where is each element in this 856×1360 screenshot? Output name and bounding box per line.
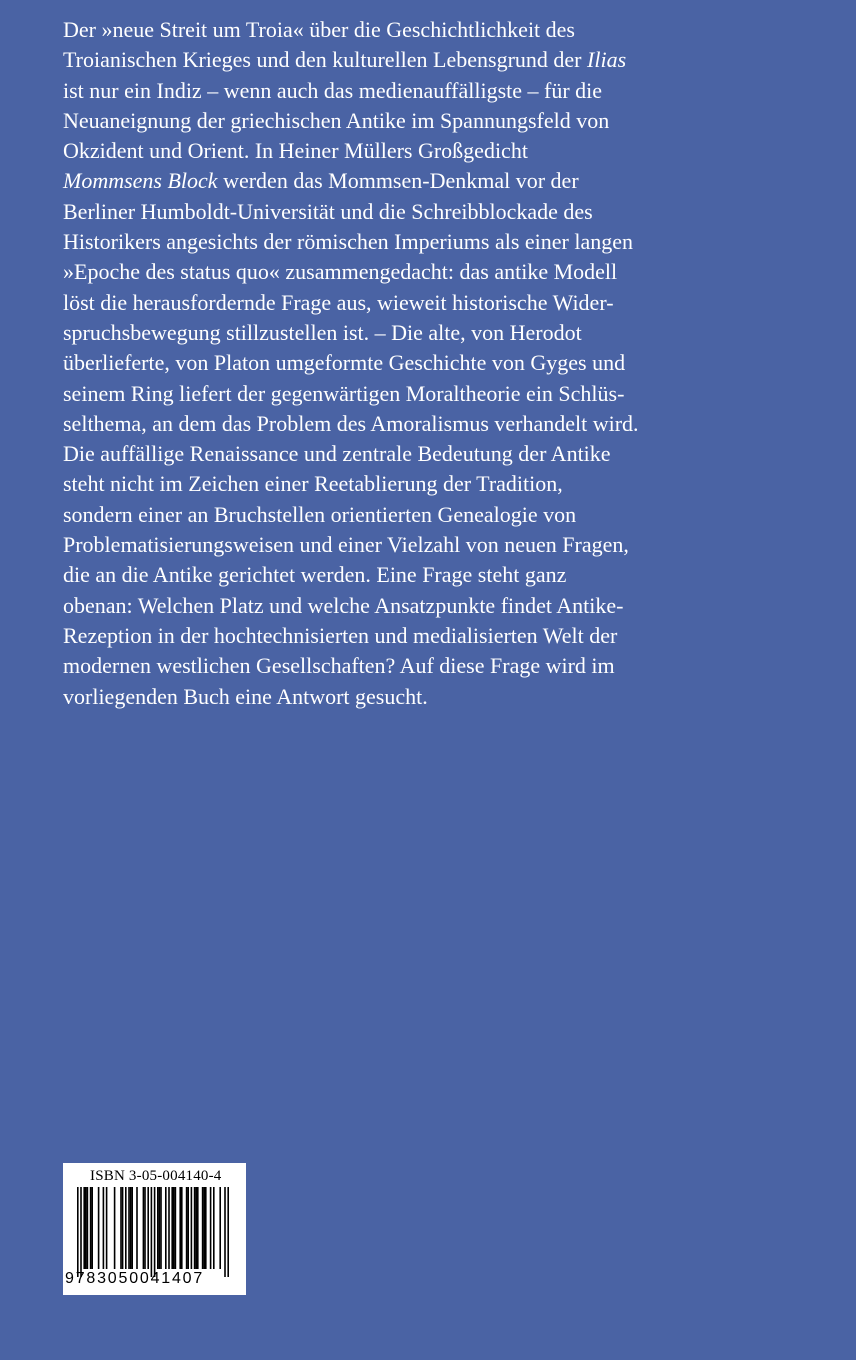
blurb-line: [63, 560, 663, 590]
barcode-bar: [213, 1187, 215, 1269]
barcode-bar: [91, 1187, 93, 1269]
barcode-bar: [219, 1187, 221, 1269]
barcode-bar: [151, 1187, 153, 1277]
blurb-line: [63, 166, 663, 196]
barcode-bar: [90, 1187, 92, 1269]
blurb-text: Neuaneignung der griechischen Antike im Spannungsfeld von: [63, 107, 610, 133]
blurb-line: [63, 439, 663, 469]
barcode-bar: [125, 1187, 127, 1269]
blurb-line: [63, 379, 663, 409]
barcode-bar: [181, 1187, 183, 1269]
blurb-line: [63, 106, 663, 136]
barcode-bar: [122, 1187, 124, 1269]
blurb-text: löst die herausfordernde Frage aus, wieweit historische Wider-: [63, 289, 614, 315]
blurb-line: [63, 621, 663, 651]
isbn-barcode-label: [63, 1163, 246, 1295]
barcode-bar: [159, 1187, 161, 1269]
barcode-bar: [227, 1187, 229, 1277]
barcode-bar: [173, 1187, 175, 1269]
barcode-bar: [114, 1187, 116, 1269]
blurb-text: Berliner Humboldt-Universität und die Schreibblockade des: [63, 198, 593, 224]
barcode-bar: [203, 1187, 205, 1269]
blurb-line: [63, 227, 663, 257]
blurb-text: Problematisierungsweisen und einer Vielzahl von neuen Fragen,: [63, 532, 629, 558]
blurb-line: [63, 197, 663, 227]
barcode-bar: [83, 1187, 85, 1269]
blurb-line: [63, 288, 663, 318]
blurb-line: [63, 45, 663, 75]
blurb-text: werden das Mommsen-Denkmal vor der: [217, 168, 579, 194]
barcode-bar: [87, 1187, 89, 1269]
barcode-bar: [197, 1187, 199, 1269]
barcode-bar: [98, 1187, 100, 1269]
ean-digits: 9783050041407: [65, 1270, 205, 1287]
blurb-text: »Epoche des status quo« zusammengedacht: das antike Modell: [63, 259, 618, 285]
barcode-bar: [187, 1187, 189, 1269]
blurb-italic-title: Mommsens Block: [63, 168, 218, 194]
barcode-bar: [106, 1187, 108, 1269]
barcode-bar: [195, 1187, 197, 1269]
barcode-bar: [191, 1187, 193, 1269]
blurb-line: [63, 257, 663, 287]
barcode-bar: [202, 1187, 204, 1269]
blurb-line: [63, 591, 663, 621]
barcode-bar: [179, 1187, 181, 1269]
barcode-bar: [224, 1187, 226, 1277]
barcode-bar: [175, 1187, 177, 1269]
blurb-line: [63, 530, 663, 560]
barcode-bar: [165, 1187, 167, 1269]
blurb-text: modernen westlichen Gesellschaften? Auf diese Frage wird im: [63, 653, 615, 679]
barcode-bar: [85, 1187, 87, 1269]
barcode-bar: [154, 1187, 156, 1277]
isbn-number: ISBN 3-05-004140-4: [90, 1168, 222, 1184]
blurb-text: obenan: Welchen Platz und welche Ansatzpunkte findet Antike-: [63, 592, 624, 618]
barcode-bar: [130, 1187, 132, 1269]
blurb-text: Der »neue Streit um Troia« über die Geschichtlichkeit des: [63, 17, 575, 42]
barcode-bar: [171, 1187, 173, 1269]
barcode-bar: [131, 1187, 133, 1269]
blurb-italic-title: Ilias: [587, 47, 627, 73]
blurb-line: [63, 76, 663, 106]
barcode-bar: [194, 1187, 196, 1269]
barcode-bar: [128, 1187, 130, 1269]
blurb-text: seinem Ring liefert der gegenwärtigen Moraltheorie ein Schlüs-: [63, 380, 625, 406]
barcode-bar: [168, 1187, 170, 1269]
blurb-line: [63, 500, 663, 530]
barcode-bar: [80, 1187, 82, 1277]
barcode-bar: [205, 1187, 207, 1269]
blurb-text: ist nur ein Indiz – wenn auch das medienauffälligste – für die: [63, 77, 603, 103]
blurb-line: [63, 469, 663, 499]
blurb-line: [63, 318, 663, 348]
blurb-text: sondern einer an Bruchstellen orientierten Genealogie von: [63, 501, 577, 527]
blurb-line: [63, 136, 663, 166]
blurb-text: überlieferte, von Platon umgeformte Geschichte von Gyges und: [63, 350, 626, 376]
blurb-text: Die auffällige Renaissance und zentrale Bedeutung der Antike: [63, 441, 611, 467]
blurb-text: selthema, an dem das Problem des Amoralismus verhandelt wird.: [63, 410, 639, 436]
blurb-text: Rezeption in der hochtechnisierten und medialisierten Welt der: [63, 622, 618, 648]
blurb-line: [63, 409, 663, 439]
blurb-text: Troianischen Krieges und den kulturellen Lebensgrund der: [63, 47, 588, 73]
blurb-text: steht nicht im Zeichen einer Reetablierung der Tradition,: [63, 471, 563, 497]
blurb-text: vorliegenden Buch eine Antwort gesucht.: [63, 683, 428, 709]
barcode-bar: [186, 1187, 188, 1269]
blurb-line: [63, 15, 663, 45]
blurb-text: spruchsbewegung stillzustellen ist. – Die alte, von Herodot: [63, 319, 582, 345]
barcode-bar: [143, 1187, 145, 1269]
blurb-text: Historikers angesichts der römischen Imperiums als einer langen: [63, 229, 634, 255]
blurb-line: [63, 348, 663, 378]
barcode-bar: [136, 1187, 138, 1269]
barcode-bar: [77, 1187, 79, 1277]
blurb-line: [63, 682, 663, 712]
barcode-bar: [147, 1187, 149, 1269]
blurb-line: [63, 651, 663, 681]
barcode-bar: [103, 1187, 105, 1269]
blurb-text: die an die Antike gerichtet werden. Eine Frage steht ganz: [63, 562, 567, 588]
barcode-bar: [144, 1187, 146, 1269]
blurb-text: Okzident und Orient. In Heiner Müllers Großgedicht: [63, 138, 528, 164]
barcode-bar: [160, 1187, 162, 1269]
back-cover-blurb: [63, 15, 663, 712]
barcode-bar: [157, 1187, 159, 1269]
barcode-bar: [120, 1187, 122, 1269]
barcode-bar: [210, 1187, 212, 1269]
